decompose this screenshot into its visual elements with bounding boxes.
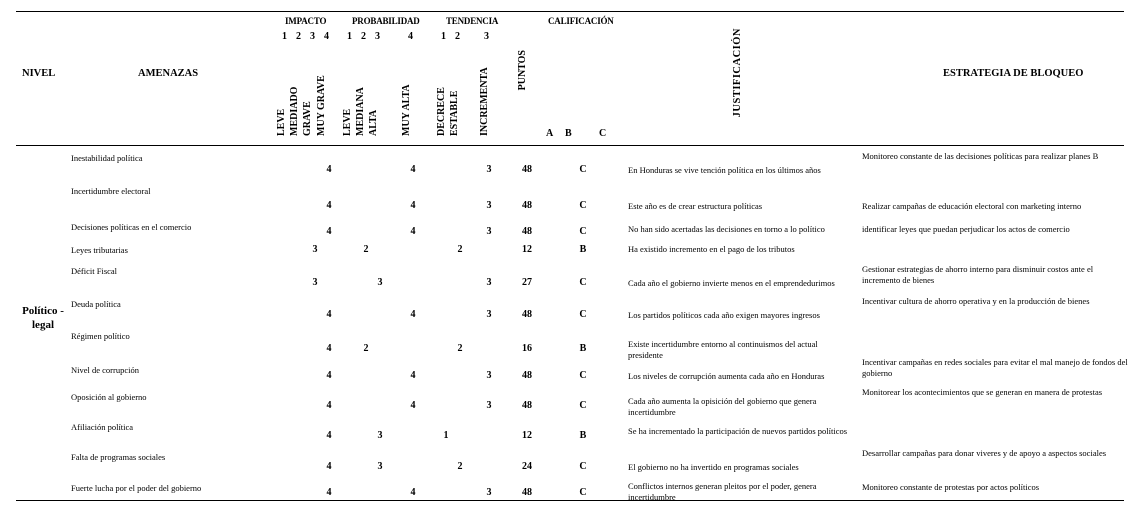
tendencia-level-label: DECRECE [436, 87, 447, 136]
probabilidad-level-label: MEDIANA [355, 87, 366, 136]
impacto-scale-number: 1 [282, 31, 287, 42]
header-tendencia: TENDENCIA [446, 16, 499, 26]
calificacion-value: B [579, 343, 587, 354]
puntos-value: 48 [522, 226, 532, 237]
impacto-level-label: GRAVE [302, 101, 313, 136]
justificacion-cell: No han sido acertadas las decisiones en torno a lo político [628, 224, 825, 234]
nivel-label: Político - legal [22, 305, 64, 331]
puntos-value: 48 [522, 487, 532, 498]
header-amenazas: AMENAZAS [138, 68, 199, 79]
amenaza-cell: Inestabilidad política [71, 153, 143, 163]
tendencia-scale-number: 2 [455, 31, 460, 42]
estrategia-cell: Gestionar estrategias de ahorro interno para disminuir costos ante el incremento de bienes [862, 264, 1094, 285]
impacto-value: 4 [326, 200, 332, 211]
table-row [0, 450, 1141, 481]
amenaza-cell: Déficit Fiscal [71, 266, 118, 276]
calificacion-value: C [579, 400, 587, 411]
amenaza-cell: Oposición al gobierno [71, 392, 147, 402]
probabilidad-value: 4 [410, 370, 416, 381]
estrategia-cell: Desarrollar campañas para donar viveres y de apoyo a aspectos sociales [862, 448, 1107, 458]
tendencia-value: 2 [457, 244, 463, 255]
calificacion-value: C [579, 226, 587, 237]
justificacion-cell: En Honduras se vive tención política en los últimos años [628, 165, 821, 175]
impacto-value: 4 [326, 370, 332, 381]
table-row [0, 243, 1141, 264]
puntos-value: 24 [522, 461, 532, 472]
puntos-value: 48 [522, 309, 532, 320]
justificacion-cell: Ha existido incremento en el pago de los tributos [628, 244, 795, 254]
tendencia-value: 3 [486, 487, 492, 498]
amenaza-cell: Nivel de corrupción [71, 365, 139, 375]
puntos-value: 12 [522, 430, 532, 441]
impacto-scale-number: 4 [324, 31, 329, 42]
probabilidad-value: 4 [410, 309, 416, 320]
impacto-level-label: MUY GRAVE [316, 75, 327, 136]
impacto-value: 4 [326, 343, 332, 354]
table-row [0, 264, 1141, 297]
probabilidad-level-label: ALTA [368, 109, 379, 136]
amenaza-cell: Incertidumbre electoral [71, 186, 151, 196]
probabilidad-value: 4 [410, 226, 416, 237]
estrategia-cell: Realizar campañas de educación electoral con marketing interno [862, 201, 1082, 211]
tendencia-value: 3 [486, 164, 492, 175]
puntos-value: 16 [522, 343, 532, 354]
probabilidad-value: 3 [377, 277, 383, 288]
puntos-value: 48 [522, 164, 532, 175]
tendencia-level-label: ESTABLE [449, 90, 460, 136]
amenaza-cell: Afiliación política [71, 422, 134, 432]
header-nivel: NIVEL [22, 68, 56, 79]
impacto-scale-number: 2 [296, 31, 301, 42]
tendencia-value: 3 [486, 200, 492, 211]
tendencia-value: 3 [486, 309, 492, 320]
amenaza-cell: Deuda política [71, 299, 121, 309]
impacto-value: 4 [326, 309, 332, 320]
impacto-value: 4 [326, 461, 332, 472]
estrategia-cell: Monitoreo constante de protestas por actos políticos [862, 482, 1040, 492]
justificacion-cell: Cada año el gobierno invierte menos en el emprendedurimos [628, 278, 835, 288]
calificacion-value: B [579, 244, 587, 255]
calificacion-value: B [579, 430, 587, 441]
calificacion-value: C [579, 370, 587, 381]
impacto-value: 4 [326, 430, 332, 441]
justificacion-cell: Los partidos políticos cada año exigen mayores ingresos [628, 310, 820, 320]
tendencia-value: 3 [486, 226, 492, 237]
probabilidad-scale-number: 4 [408, 31, 413, 42]
estrategia-cell: identificar leyes que puedan perjudicar los actos de comercio [862, 224, 1070, 234]
justificacion-cell: Cada año aumenta la opisición del gobierno que genera incertidumbre [628, 396, 817, 417]
table-row [0, 151, 1141, 184]
impacto-level-label: MEDIADO [289, 86, 300, 136]
tendencia-scale-number: 3 [484, 31, 489, 42]
calificacion-label-a: A [546, 128, 554, 139]
header-puntos: PUNTOS [517, 50, 528, 91]
probabilidad-value: 2 [363, 244, 369, 255]
tendencia-level-label: INCREMENTA [479, 67, 490, 136]
estrategia-cell: Incentivar cultura de ahorro operativa y en la producción de bienes [862, 296, 1090, 306]
calificacion-label-b: B [565, 128, 572, 139]
puntos-value: 48 [522, 400, 532, 411]
tendencia-value: 2 [457, 461, 463, 472]
probabilidad-value: 3 [377, 461, 383, 472]
table-row [0, 184, 1141, 220]
table-row [0, 387, 1141, 420]
table-row [0, 357, 1141, 390]
puntos-value: 12 [522, 244, 532, 255]
table-row [0, 297, 1141, 329]
probabilidad-scale-number: 2 [361, 31, 366, 42]
impacto-value: 4 [326, 226, 332, 237]
impacto-value: 3 [312, 244, 318, 255]
probabilidad-level-label: MUY ALTA [401, 84, 412, 136]
calificacion-value: C [579, 487, 587, 498]
amenaza-cell: Leyes tributarias [71, 245, 128, 255]
calificacion-value: C [579, 164, 587, 175]
impacto-value: 4 [326, 487, 332, 498]
impacto-value: 4 [326, 400, 332, 411]
justificacion-cell: Conflictos internos generan pleitos por el poder, genera incertidumbre [628, 481, 817, 502]
probabilidad-scale-number: 3 [375, 31, 380, 42]
justificacion-cell: Este año es de crear estructura políticas [628, 201, 763, 211]
tendencia-value: 1 [443, 430, 449, 441]
header-bottom-rule [16, 145, 1124, 146]
impacto-level-label: LEVE [276, 108, 287, 136]
probabilidad-value: 4 [410, 200, 416, 211]
probabilidad-value: 4 [410, 164, 416, 175]
table-row [0, 420, 1141, 450]
estrategia-cell: Incentivar campañas en redes sociales para evitar el mal manejo de fondos del gobierno [862, 357, 1128, 378]
header-justificacion: JUSTIFICACIÓN [732, 28, 743, 118]
header-estrategia: ESTRATEGIA DE BLOQUEO [943, 68, 1084, 79]
tendencia-value: 2 [457, 343, 463, 354]
estrategia-cell: Monitoreo constante de las decisiones políticas para realizar planes B [862, 151, 1099, 161]
justificacion-cell: Existe incertidumbre entorno al continuismos del actual presidente [628, 339, 818, 360]
impacto-scale-number: 3 [310, 31, 315, 42]
impacto-value: 3 [312, 277, 318, 288]
calificacion-value: C [579, 277, 587, 288]
probabilidad-value: 3 [377, 430, 383, 441]
probabilidad-value: 2 [363, 343, 369, 354]
calificacion-value: C [579, 461, 587, 472]
tendencia-value: 3 [486, 277, 492, 288]
probabilidad-level-label: LEVE [342, 108, 353, 136]
estrategia-cell: Monitorear los acontecimientos que se generan en manera de protestas [862, 387, 1103, 397]
tendencia-value: 3 [486, 370, 492, 381]
probabilidad-scale-number: 1 [347, 31, 352, 42]
table-row [0, 220, 1141, 243]
tendencia-value: 3 [486, 400, 492, 411]
header-calificacion: CALIFICACIÓN [548, 16, 614, 26]
table-top-rule [16, 11, 1124, 12]
calificacion-value: C [579, 200, 587, 211]
puntos-value: 48 [522, 370, 532, 381]
amenaza-cell: Fuerte lucha por el poder del gobierno [71, 483, 202, 493]
probabilidad-value: 4 [410, 400, 416, 411]
puntos-value: 27 [522, 277, 532, 288]
amenaza-cell: Decisiones políticas en el comercio [71, 222, 192, 232]
amenaza-cell: Falta de programas sociales [71, 452, 166, 462]
justificacion-cell: Los niveles de corrupción aumenta cada año en Honduras [628, 371, 825, 381]
probabilidad-value: 4 [410, 487, 416, 498]
table-row [0, 481, 1141, 501]
header-probabilidad: PROBABILIDAD [352, 16, 420, 26]
calificacion-label-c: C [599, 128, 607, 139]
tendencia-scale-number: 1 [441, 31, 446, 42]
justificacion-cell: Se ha incrementado la participación de nuevos partidos políticos [628, 426, 848, 436]
header-impacto: IMPACTO [285, 16, 327, 26]
puntos-value: 48 [522, 200, 532, 211]
impacto-value: 4 [326, 164, 332, 175]
amenaza-cell: Régimen político [71, 331, 130, 341]
calificacion-value: C [579, 309, 587, 320]
justificacion-cell: El gobierno no ha invertido en programas sociales [628, 462, 799, 472]
